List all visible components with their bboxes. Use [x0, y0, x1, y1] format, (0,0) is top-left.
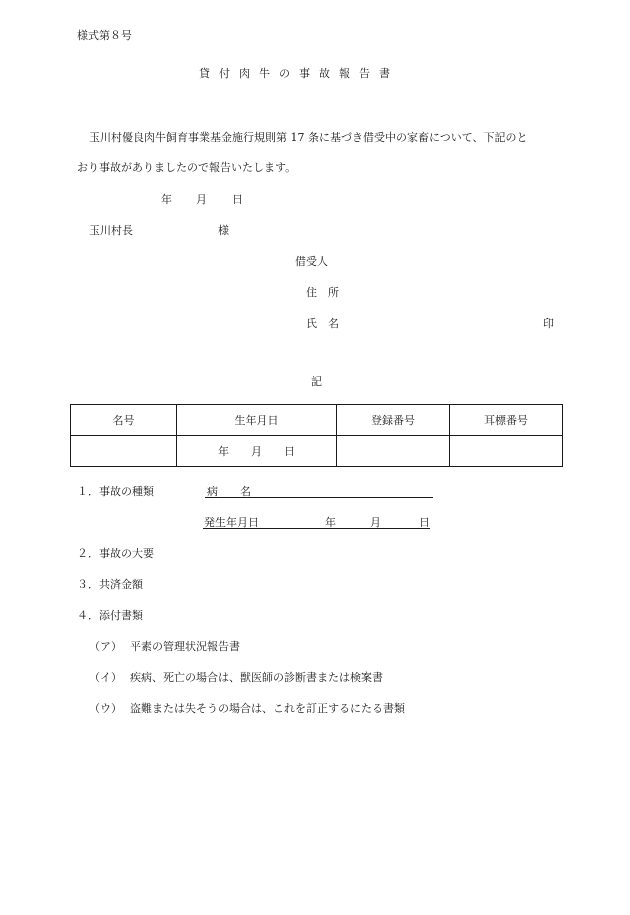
attachment-text: 疾病、死亡の場合は、獣医師の診断書または検案書	[130, 671, 383, 684]
disease-label: 病 名	[207, 485, 251, 498]
form-number: 様式第８号	[77, 29, 132, 42]
addressee-name: 玉川村長	[89, 224, 133, 237]
item-4-label: ４．添付書類	[77, 609, 143, 622]
table-cell[interactable]	[337, 436, 450, 467]
table-header-cell: 生年月日	[177, 405, 337, 436]
date-day: 日	[232, 193, 243, 206]
intro-line-1: 玉川村優良肉牛飼育事業基金施行規則第 17 条に基づき借受中の家畜について、下記のと	[89, 131, 528, 144]
item-1-label: １．事故の種類	[77, 485, 154, 498]
onset-label: 発生年月日	[204, 516, 259, 529]
date-year: 年	[161, 193, 172, 206]
livestock-table	[70, 404, 563, 467]
table-header-cell: 耳標番号	[450, 405, 563, 436]
borrower-name-label: 氏 名	[306, 317, 339, 330]
table-cell[interactable]: 年 月 日	[177, 436, 337, 467]
addressee-honorific: 様	[218, 224, 229, 237]
borrower-label: 借受人	[295, 255, 328, 268]
ki-heading: 記	[311, 375, 322, 388]
table-header-cell: 名号	[71, 405, 177, 436]
table-header-row	[71, 405, 563, 436]
onset-month: 月	[370, 516, 381, 529]
table-cell[interactable]	[450, 436, 563, 467]
table-header-cell: 登録番号	[337, 405, 450, 436]
onset-year: 年	[325, 516, 336, 529]
table-cell[interactable]	[71, 436, 177, 467]
seal-mark: 印	[543, 317, 554, 330]
attachment-mark: （ア）	[89, 640, 122, 653]
attachment-text: 盗難または失そうの場合は、これを訂正するにたる書類	[130, 702, 405, 715]
table-row	[71, 436, 563, 467]
date-month: 月	[196, 193, 207, 206]
onset-underline[interactable]	[203, 528, 430, 529]
attachment-mark: （ウ）	[89, 702, 122, 715]
item-3-label: ３．共済金額	[77, 578, 143, 591]
item-2-label: ２．事故の大要	[77, 547, 154, 560]
attachment-mark: （イ）	[89, 671, 122, 684]
disease-underline[interactable]	[205, 497, 433, 498]
onset-day: 日	[419, 516, 430, 529]
document-title: 貸付肉牛の事故報告書	[199, 67, 399, 80]
attachment-text: 平素の管理状況報告書	[130, 640, 240, 653]
intro-line-2: おり事故がありましたので報告いたします。	[77, 161, 297, 174]
borrower-address-label: 住 所	[306, 286, 339, 299]
